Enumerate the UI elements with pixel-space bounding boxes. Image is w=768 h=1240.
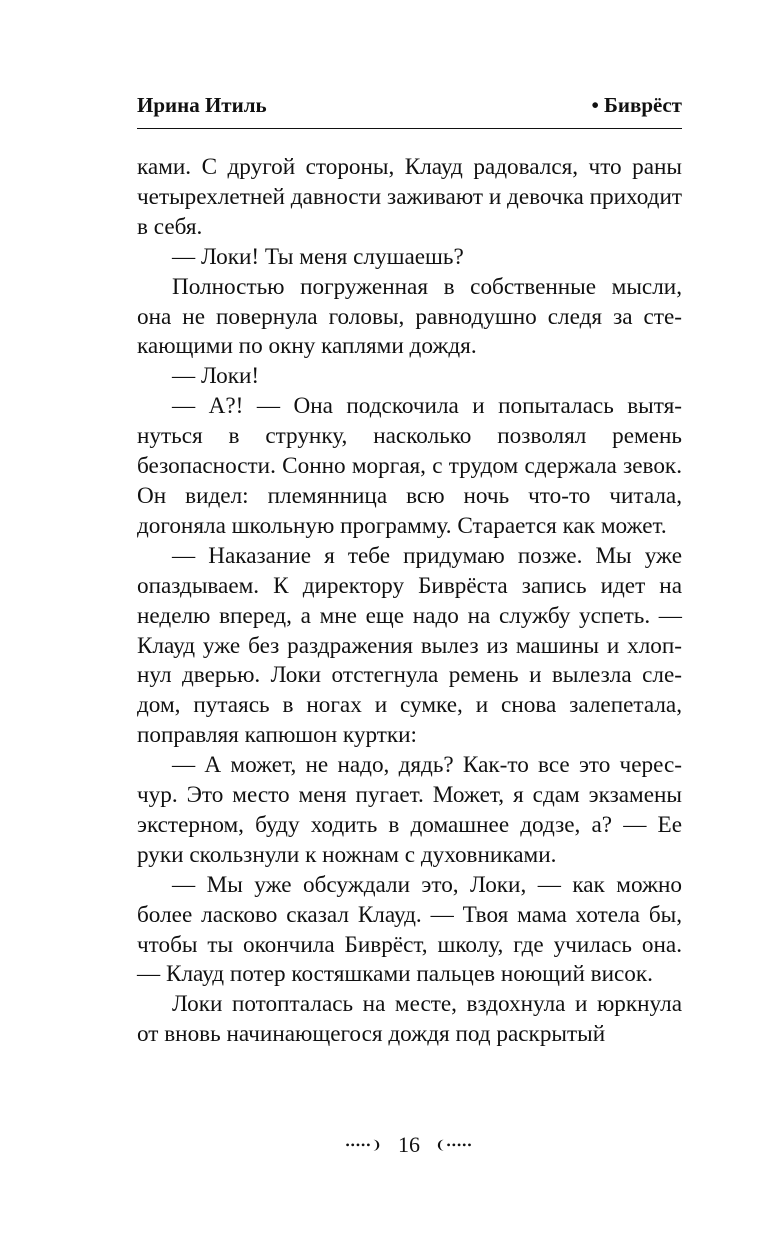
paragraph: — А может, не надо, дядь? Как-то все это чересчур. Это место меня пугает. Может, я сдам экзамены экстерном, буду ходить в домашнее додзе, а? — Ее руки скользнули к ножнам с духовниками. [137,752,682,868]
header-rule [137,128,682,129]
paragraph: — Мы уже обсуждали это, Локи, — как можно более ласково сказал Клауд. — Твоя мама хотела бы, чтобы ты окончила Биврёст, школу, где училась она. — Клауд потер костяшками пальцев ноющий висок. [137,871,682,988]
folio-ornament-left: •••••❩ [345,1137,383,1152]
paragraph: — Наказание я тебе придумаю позже. Мы уже опаздываем. К директору Биврёста запись идет на неделю вперед, а мне еще надо на службу успеть. — Клауд уже без раздражения вылез из машины и хлопнул дверью. Локи отстегнула ремень и вылезла следом, путаясь в ногах и сумке, и снова залепетала, поправляя капюшон куртки: [137,542,682,749]
paragraph: — Локи! [172,363,260,390]
page-number: 16 [398,1131,420,1157]
paragraph: — А?! — Она подскочила и попыталась вытянуться в струнку, насколько позволял ремень безопасности. Сонно моргая, с трудом сдержала зевок. Он видел: племянница всю ночь что-то читала, догоняла школьную программу. Старается как может. [137,393,682,539]
running-header [137,93,682,123]
paragraph: ками. С другой стороны, Клауд радовался, что раны четырехлетней давности заживают и девочка приходит в себя. [137,154,682,240]
paragraph: Локи потопталась на месте, вздохнула и юркнула от вновь начинающегося дождя под раскрытый [137,991,682,1048]
running-header-author: Ирина Итиль [137,93,267,117]
body-text [137,153,682,1050]
paragraph: Полностью погруженная в собственные мысли, она не повернула головы, равнодушно следя за стекающими по окну каплями дождя. [137,273,682,360]
paragraph: — Локи! Ты меня слушаешь? [172,243,464,270]
folio-ornament-right: ❨••••• [435,1137,473,1152]
page-folio [0,1128,768,1160]
running-header-book-title: • Биврёст [591,93,682,117]
